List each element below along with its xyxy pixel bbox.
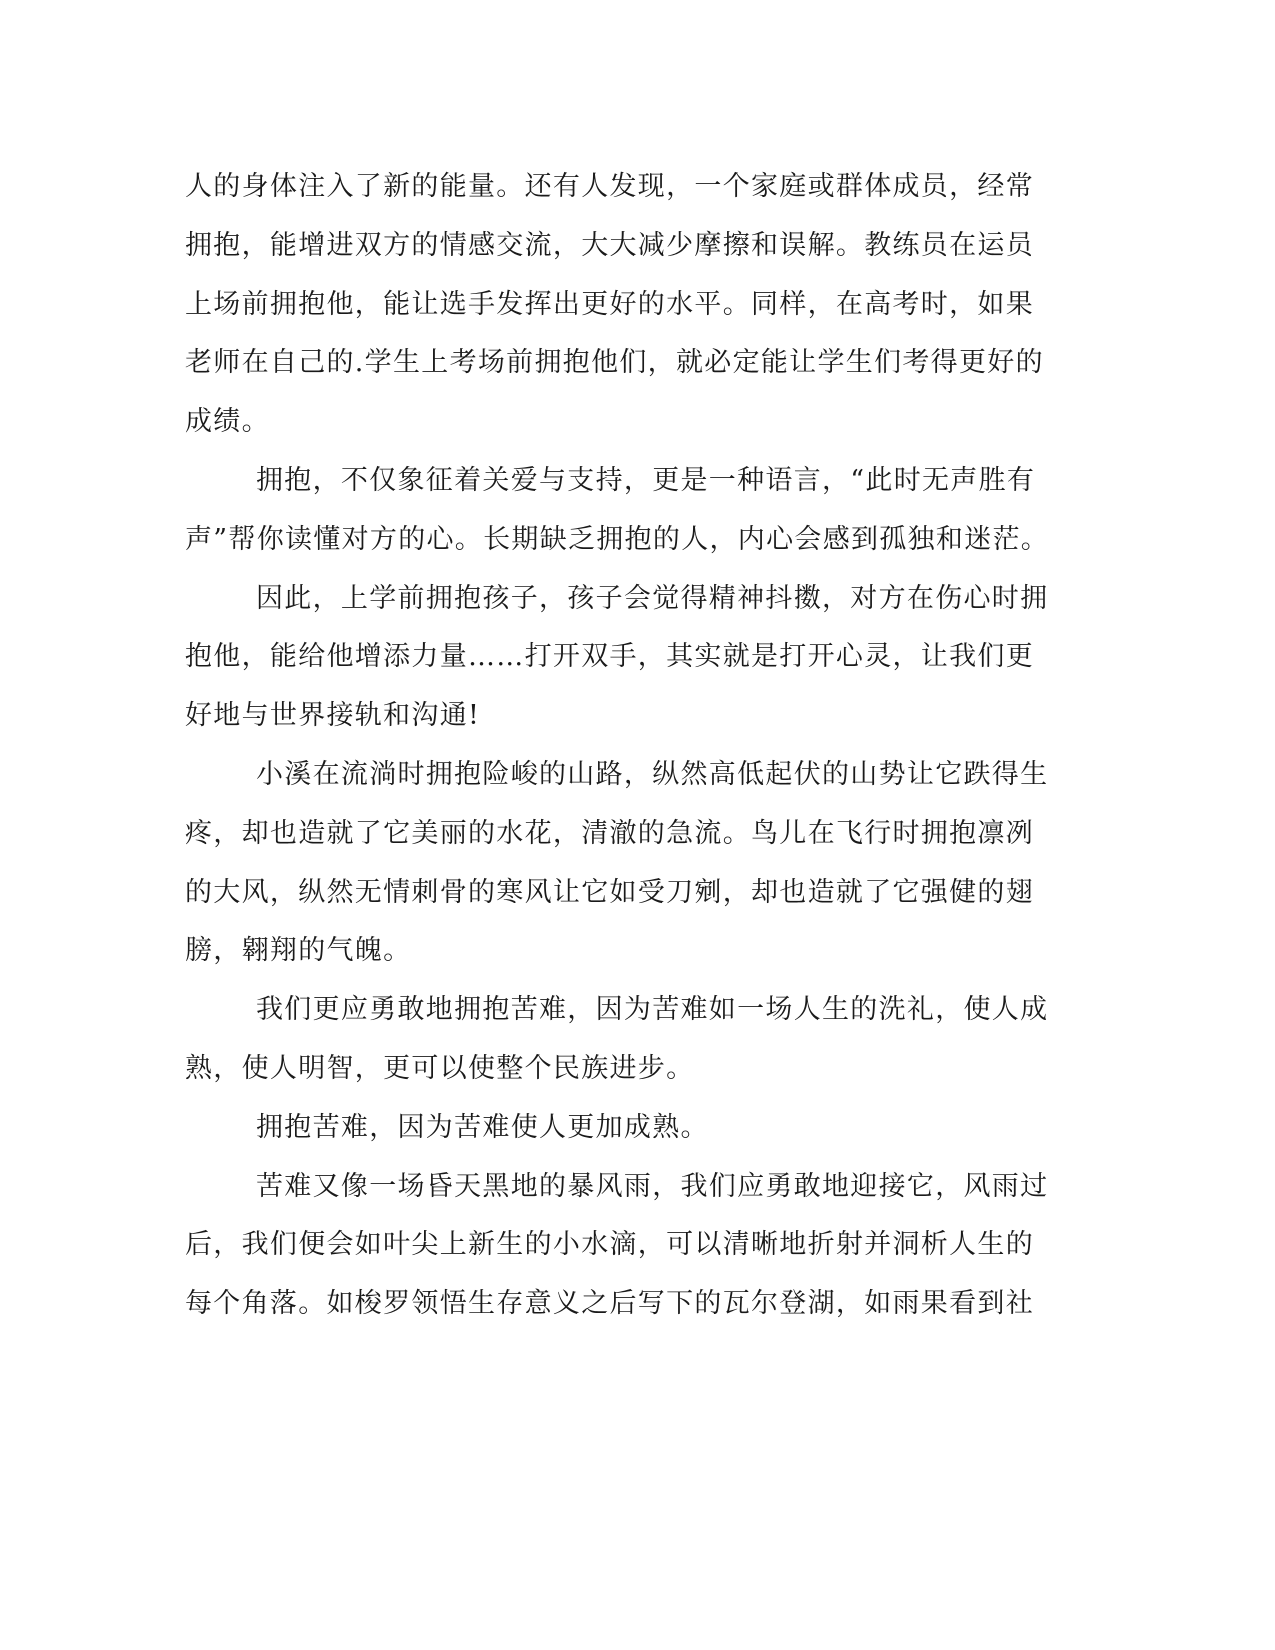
text-line: 人的身体注入了新的能量。还有人发现，一个家庭或群体成员，经常 (185, 171, 1034, 202)
text-line: 上场前拥抱他，能让选手发挥出更好的水平。同样，在高考时，如果 (185, 288, 1034, 320)
text-line: 拥抱，能增进双方的情感交流，大大减少摩擦和误解。教练员在运员 (185, 229, 1034, 261)
paragraph-first-line: 拥抱，不仅象征着关爱与支持，更是一种语言，“此时无声胜有 (256, 464, 1036, 496)
text-line: 的大风，纵然无情刺骨的寒风让它如受刀剜，却也造就了它强健的翅 (185, 876, 1034, 908)
text-line: 老师在自己的.学生上考场前拥抱他们，就必定能让学生们考得更好的 (185, 347, 1044, 379)
text-line: 好地与世界接轨和沟通! (185, 700, 481, 732)
paragraph-first-line: 拥抱苦难，因为苦难使人更加成熟。 (256, 1111, 709, 1143)
paragraph-first-line: 小溪在流淌时拥抱险峻的山路，纵然高低起伏的山势让它跌得生 (256, 758, 1049, 790)
essay-body (185, 158, 1050, 1334)
text-line: 熟，使人明智，更可以使整个民族进步。 (185, 1052, 695, 1084)
text-line: 后，我们便会如叶尖上新生的小水滴，可以清晰地折射并洞析人生的 (185, 1229, 1034, 1261)
text-line: 成绩。 (185, 406, 270, 438)
text-line: 每个角落。如梭罗领悟生存意义之后写下的瓦尔登湖，如雨果看到社 (185, 1288, 1034, 1320)
paragraph-first-line: 因此，上学前拥抱孩子，孩子会觉得精神抖擞，对方在伤心时拥 (256, 582, 1049, 614)
text-line: 膀，翱翔的气魄。 (185, 935, 412, 967)
paragraph-first-line: 苦难又像一场昏天黑地的暴风雨，我们应勇敢地迎接它，风雨过 (256, 1170, 1049, 1202)
text-line: 抱他，能给他增添力量……打开双手，其实就是打开心灵，让我们更 (185, 641, 1034, 673)
text-line: 疼，却也造就了它美丽的水花，清澈的急流。鸟儿在飞行时拥抱凛冽 (185, 817, 1034, 849)
paragraph-first-line: 我们更应勇敢地拥抱苦难，因为苦难如一场人生的洗礼，使人成 (256, 994, 1049, 1026)
text-line: 声”帮你读懂对方的心。长期缺乏拥抱的人，内心会感到孤独和迷茫。 (185, 523, 1050, 555)
